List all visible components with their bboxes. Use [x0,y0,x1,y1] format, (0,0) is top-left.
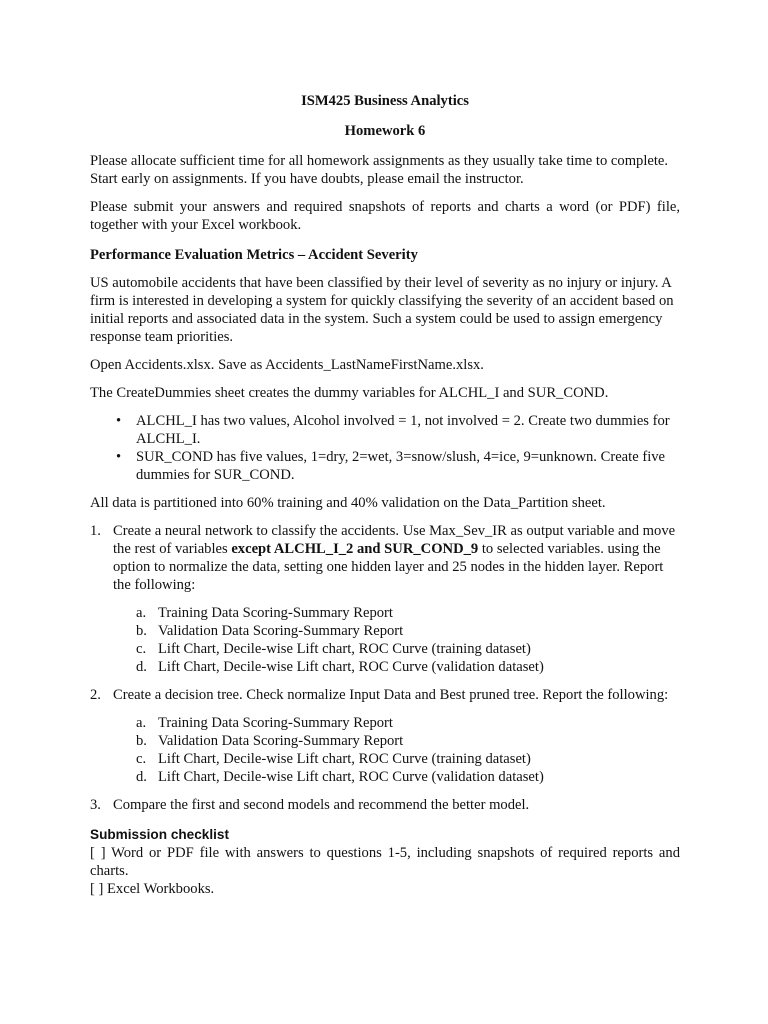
list-item: a. Training Data Scoring-Summary Report [136,715,393,731]
list-item: a. Training Data Scoring-Summary Report [136,605,393,621]
question-number: 1. [90,523,101,539]
bullet-icon: • [116,413,122,429]
question-1 [90,522,680,676]
question-1-subitems [113,604,680,676]
list-item: b. Validation Data Scoring-Summary Report [136,733,404,749]
document-page [90,92,680,898]
question-2 [90,686,680,786]
question-text: Compare the first and second models and recommend the better model. [113,797,530,813]
document-title: ISM425 Business Analytics [301,93,469,109]
list-item: d. Lift Chart, Decile-wise Lift chart, ROC Curve (validation dataset) [136,769,544,785]
list-item: b. Validation Data Scoring-Summary Report [136,623,404,639]
question-text: Create a decision tree. Check normalize Input Data and Best pruned tree. Report the following: [113,687,669,703]
document-subtitle: Homework 6 [344,123,426,139]
question-text: Create a neural network to classify the accidents. Use Max_Sev_IR as output variable and move the rest of variables except ALCHL_I_2 and SUR_COND_9 to selected variables. using the option to normalize the data, setting one hidden layer and 25 nodes in the hidden layer. Report the following: [113,523,676,593]
section-heading: Performance Evaluation Metrics – Accident Severity [90,247,418,263]
checklist-item-2: [ ] Excel Workbooks. [90,881,215,897]
list-item: d. Lift Chart, Decile-wise Lift chart, ROC Curve (validation dataset) [136,659,544,675]
list-item: c. Lift Chart, Decile-wise Lift chart, ROC Curve (training dataset) [136,751,531,767]
section-paragraph-1: US automobile accidents that have been classified by their level of severity as no injury or injury. A firm is interested in developing a system for quickly classifying the severity of an accident based on initial reports and associated data in the system. Such a system could be used to assign emergency response team priorities. [90,275,674,345]
intro-paragraph-2: Please submit your answers and required snapshots of reports and charts a word (or PDF) file, together with your Excel workbook. [90,199,680,233]
list-item [90,448,680,484]
checklist-item-1: [ ] Word or PDF file with answers to questions 1-5, including snapshots of required reports and charts. [90,845,680,879]
question-3 [90,796,680,814]
list-item-text: SUR_COND has five values, 1=dry, 2=wet, 3=snow/slush, 4=ice, 9=unknown. Create five dummies for SUR_COND. [136,449,666,483]
question-emphasis: except ALCHL_I_2 and SUR_COND_9 [231,541,479,557]
list-item-text: ALCHL_I has two values, Alcohol involved = 1, not involved = 2. Create two dummies for ALCHL_I. [136,413,670,447]
question-list [90,522,680,814]
list-item [90,412,680,448]
bullet-icon: • [116,449,122,465]
dummy-variable-list [90,412,680,484]
section-paragraph-4: All data is partitioned into 60% training and 40% validation on the Data_Partition sheet. [90,495,606,511]
intro-paragraph-1: Please allocate sufficient time for all homework assignments as they usually take time to complete. Start early on assignments. If you have doubts, please email the instructor. [90,153,669,187]
section-paragraph-2: Open Accidents.xlsx. Save as Accidents_LastNameFirstName.xlsx. [90,357,484,373]
section-paragraph-3: The CreateDummies sheet creates the dummy variables for ALCHL_I and SUR_COND. [90,385,609,401]
question-number: 2. [90,687,101,703]
question-number: 3. [90,797,101,813]
list-item: c. Lift Chart, Decile-wise Lift chart, ROC Curve (training dataset) [136,641,531,657]
question-2-subitems [113,714,680,786]
checklist-heading: Submission checklist [90,827,230,842]
